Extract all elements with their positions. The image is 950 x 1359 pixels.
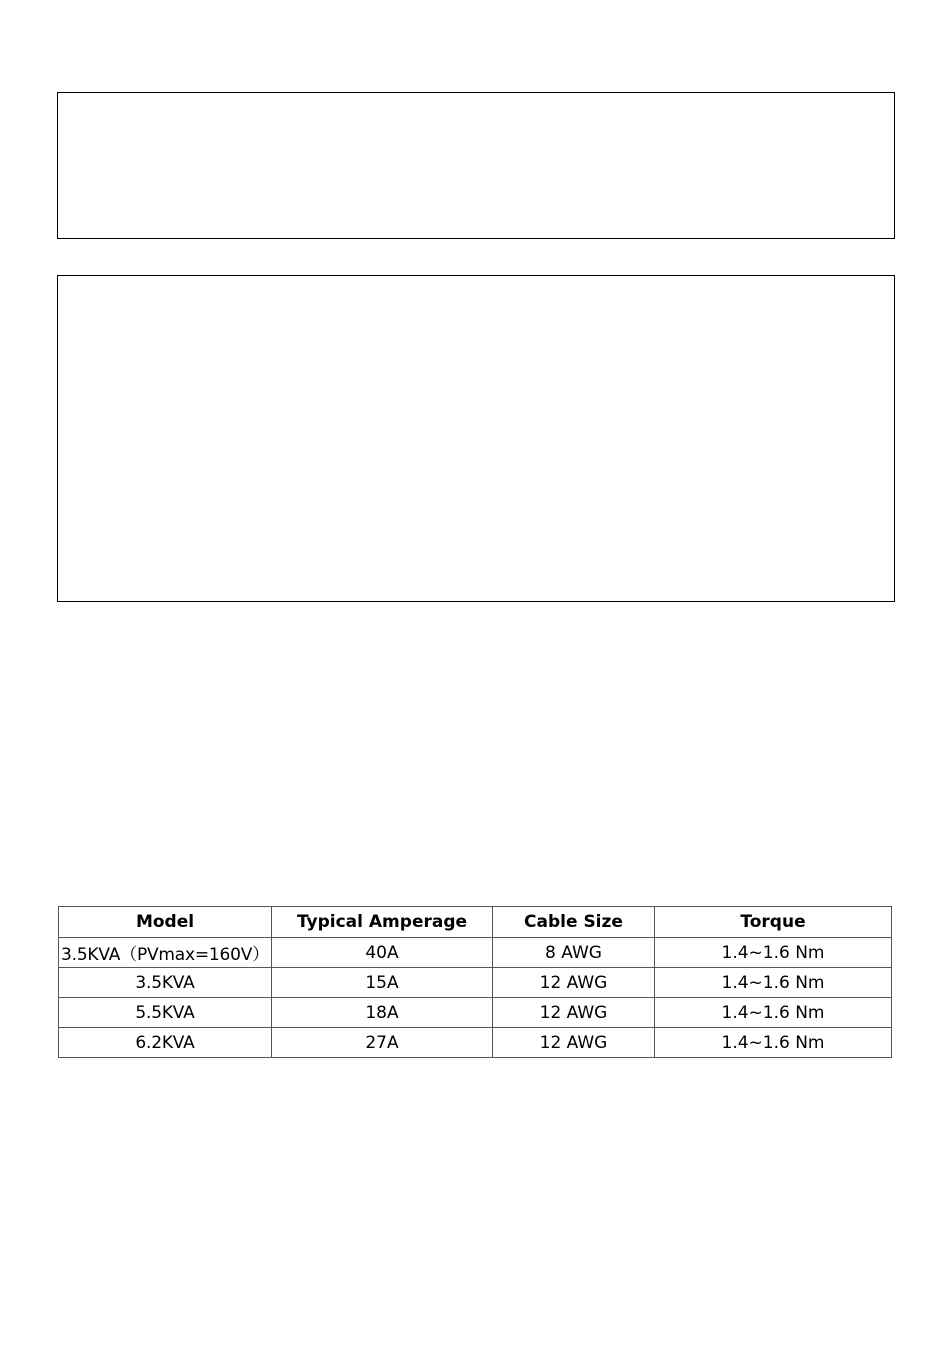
cell-cable-size: 12 AWG <box>493 1028 655 1058</box>
cell-torque: 1.4~1.6 Nm <box>655 938 892 968</box>
cell-amperage: 27A <box>272 1028 493 1058</box>
table-row <box>59 968 892 998</box>
table-row <box>59 1028 892 1058</box>
header-typical-amperage: Typical Amperage <box>272 907 493 938</box>
cable-spec-table <box>58 906 892 1058</box>
middle-content-box <box>57 275 895 602</box>
cell-torque: 1.4~1.6 Nm <box>655 1028 892 1058</box>
cell-model: 3.5KVA <box>59 968 272 998</box>
cell-torque: 1.4~1.6 Nm <box>655 998 892 1028</box>
table-header-row <box>59 907 892 938</box>
cell-model: 3.5KVA（PVmax=160V） <box>59 938 272 968</box>
cell-model: 5.5KVA <box>59 998 272 1028</box>
cell-amperage: 15A <box>272 968 493 998</box>
top-content-box <box>57 92 895 239</box>
header-cable-size: Cable Size <box>493 907 655 938</box>
header-model: Model <box>59 907 272 938</box>
cell-cable-size: 12 AWG <box>493 998 655 1028</box>
cell-amperage: 18A <box>272 998 493 1028</box>
header-torque: Torque <box>655 907 892 938</box>
cell-amperage: 40A <box>272 938 493 968</box>
table-row <box>59 938 892 968</box>
cell-cable-size: 12 AWG <box>493 968 655 998</box>
cell-model: 6.2KVA <box>59 1028 272 1058</box>
cell-torque: 1.4~1.6 Nm <box>655 968 892 998</box>
cell-cable-size: 8 AWG <box>493 938 655 968</box>
table-row <box>59 998 892 1028</box>
